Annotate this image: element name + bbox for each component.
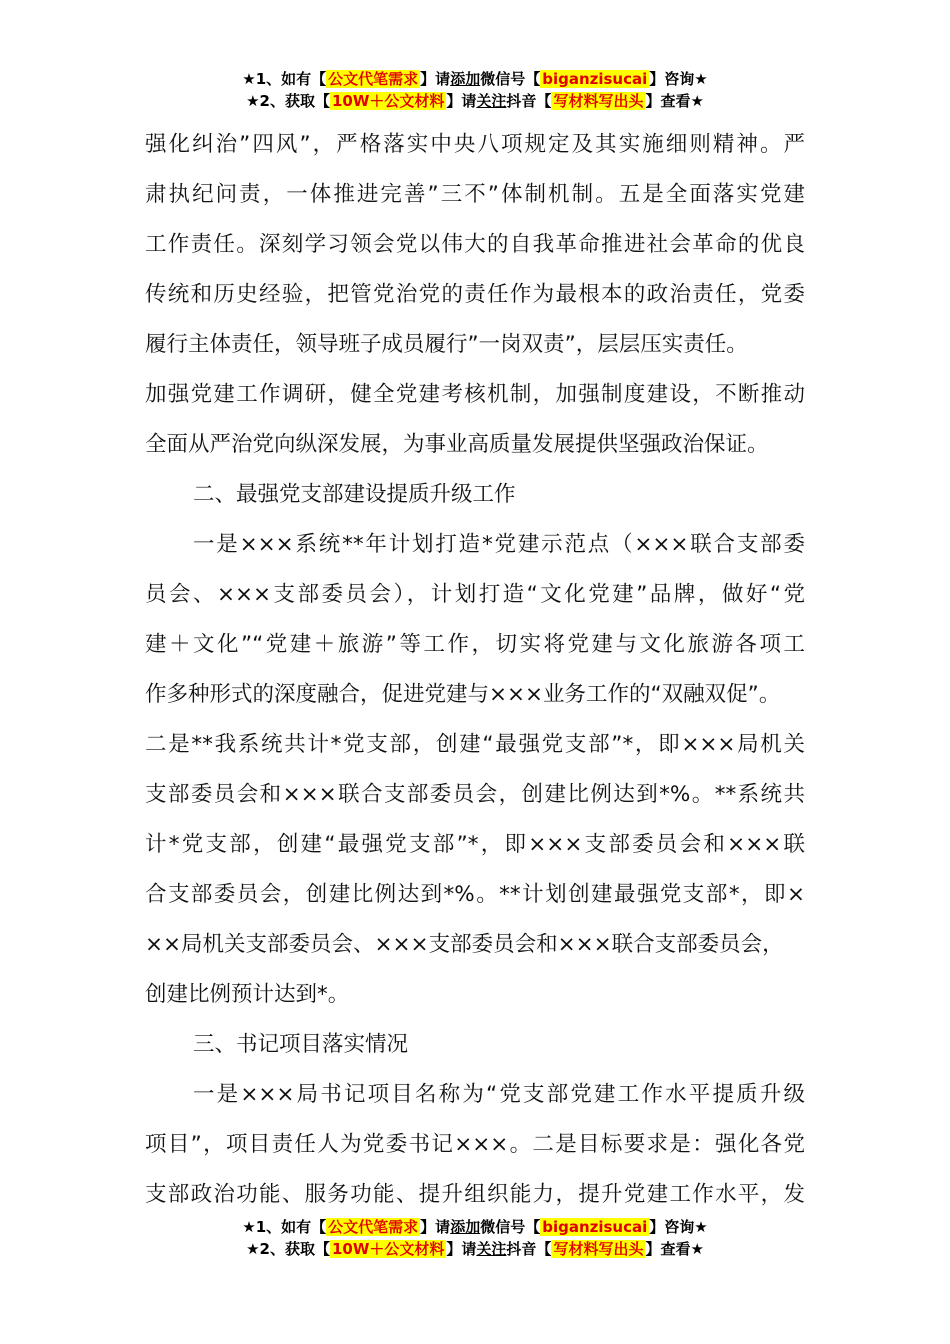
body-line: 一是×××系统**年计划打造*党建示范点（×××联合支部委: [193, 532, 805, 557]
bottom-banner: [0, 1216, 950, 1260]
banner-text: 微信号【: [480, 70, 541, 88]
banner-line-1: [0, 1216, 950, 1238]
body-line: 计*党支部，创建“最强党支部”*，即×××支部委员会和×××联: [145, 832, 805, 857]
banner-line-1: [0, 68, 950, 90]
banner-text: 抖音【: [506, 92, 552, 110]
underlined-text: 添加: [450, 1218, 481, 1236]
banner-text: 】请: [420, 70, 451, 88]
body-line: 二是**我系统共计*党支部，创建“最强党支部”*，即×××局机关: [145, 732, 805, 757]
banner-text: ★2、获取【: [246, 92, 330, 110]
banner-text: ★1、如有【: [242, 70, 327, 88]
top-banner: [0, 68, 950, 112]
banner-line-2: [0, 1238, 950, 1260]
body-line: 履行主体责任，领导班子成员履行”一岗双责”，层层压实责任。: [145, 332, 748, 357]
underlined-text: 添加: [450, 70, 481, 88]
underlined-text: 关注: [476, 1240, 507, 1258]
body-line: 合支部委员会，创建比例达到*%。**计划创建最强党支部*，即×: [145, 882, 805, 907]
body-line: 强化纠治”四风”，严格落实中央八项规定及其实施细则精神。严: [145, 132, 805, 157]
body-line: 肃执纪问责，一体推进完善”三不”体制机制。五是全面落实党建: [145, 182, 805, 207]
body-line: 加强党建工作调研，健全党建考核机制，加强制度建设，不断推动: [145, 382, 805, 407]
underlined-text: 关注: [476, 92, 507, 110]
banner-text: 】咨询★: [649, 70, 708, 88]
body-line: 传统和历史经验，把管党治党的责任作为最根本的政治责任，党委: [145, 282, 805, 307]
banner-line-2: [0, 90, 950, 112]
section-heading: 三、书记项目落实情况: [193, 1032, 409, 1057]
highlight-text: 10W＋公文材料: [331, 92, 445, 110]
body-line: 员会、×××支部委员会），计划打造“文化党建”品牌，做好“党: [145, 582, 805, 607]
banner-text: ★1、如有【: [242, 1218, 327, 1236]
body-line: 项目”，项目责任人为党委书记×××。二是目标要求是：强化各党: [145, 1132, 805, 1157]
highlight-text: 公文代笔需求: [328, 1218, 419, 1236]
body-line: 建＋文化”“党建＋旅游”等工作，切实将党建与文化旅游各项工: [145, 632, 805, 657]
banner-text: 】请: [446, 92, 477, 110]
body-line: 一是×××局书记项目名称为“党支部党建工作水平提质升级: [193, 1082, 805, 1107]
banner-text: 】咨询★: [649, 1218, 708, 1236]
document-body: [145, 120, 805, 1220]
body-line: 作多种形式的深度融合，促进党建与×××业务工作的“双融双促”。: [145, 682, 781, 707]
highlight-text: 写材料写出头: [553, 92, 644, 110]
highlight-text: biganzisucai: [542, 1218, 648, 1236]
banner-text: 抖音【: [506, 1240, 552, 1258]
highlight-text: 写材料写出头: [553, 1240, 644, 1258]
banner-text: 】查看★: [645, 1240, 704, 1258]
body-line: 全面从严治党向纵深发展，为事业高质量发展提供坚强政治保证。: [145, 432, 769, 457]
banner-text: 】请: [446, 1240, 477, 1258]
banner-text: 】查看★: [645, 92, 704, 110]
highlight-text: biganzisucai: [542, 70, 648, 88]
body-line: 支部委员会和×××联合支部委员会，创建比例达到*%。**系统共: [145, 782, 805, 807]
banner-text: 】请: [420, 1218, 451, 1236]
body-line: 支部政治功能、服务功能、提升组织能力，提升党建工作水平，发: [145, 1182, 805, 1207]
highlight-text: 公文代笔需求: [328, 70, 419, 88]
body-line: 创建比例预计达到*。: [145, 982, 350, 1007]
body-line: 工作责任。深刻学习领会党以伟大的自我革命推进社会革命的优良: [145, 232, 805, 257]
body-line: ××局机关支部委员会、×××支部委员会和×××联合支部委员会，: [145, 932, 784, 957]
banner-text: 微信号【: [480, 1218, 541, 1236]
banner-text: ★2、获取【: [246, 1240, 330, 1258]
highlight-text: 10W＋公文材料: [331, 1240, 445, 1258]
section-heading: 二、最强党支部建设提质升级工作: [193, 482, 516, 507]
